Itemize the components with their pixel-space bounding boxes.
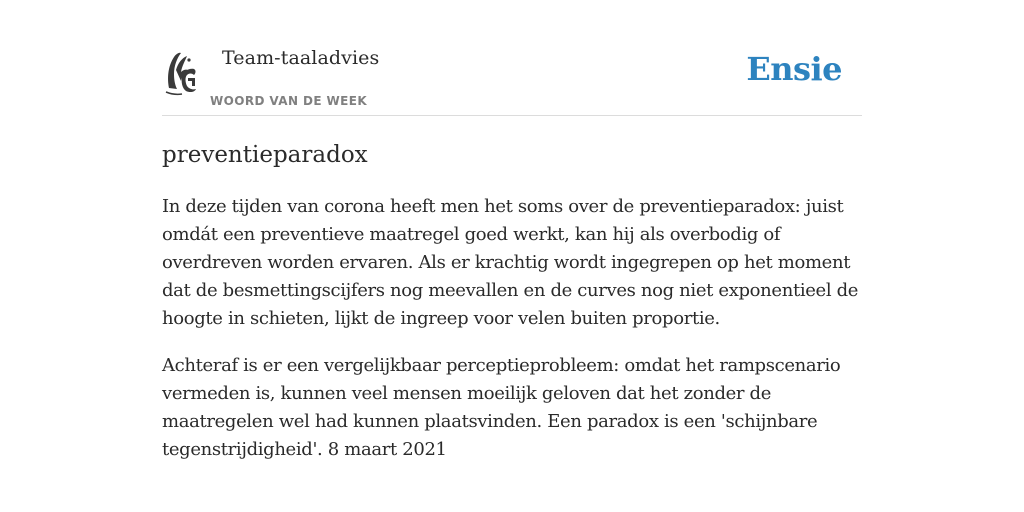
brand-logo[interactable]: Ensie (746, 50, 842, 88)
card-header (162, 40, 862, 116)
entry-paragraph-1: In deze tijden van corona heeft men het soms over de preventieparadox: juist omdát een preventieve maatregel goed werkt, kan hij als overbodig of overdreven worden ervaren. Als er krachtig wordt ingegrepen op het moment dat de besmettingscijfers nog meevallen en de curves nog niet exponentieel de hoogte in schieten, lijkt de ingreep voor velen buiten proportie. (162, 196, 859, 329)
entry-paragraph-2: Achteraf is er een vergelijkbaar perceptieprobleem: omdat het rampscenario vermeden is, kunnen veel mensen moeilijk geloven dat het zonder de maatregelen wel had kunnen plaatsvinden. Een paradox is een 'schijnbare tegenstrijdigheid'. 8 maart 2021 (162, 355, 841, 460)
section-kicker: WOORD VAN DE WEEK (210, 94, 368, 108)
author-name[interactable]: Team-taaladvies (222, 47, 380, 69)
entry-title: preventieparadox (162, 142, 368, 168)
word-card (162, 40, 862, 464)
flemish-lion-logo-icon (162, 48, 198, 96)
